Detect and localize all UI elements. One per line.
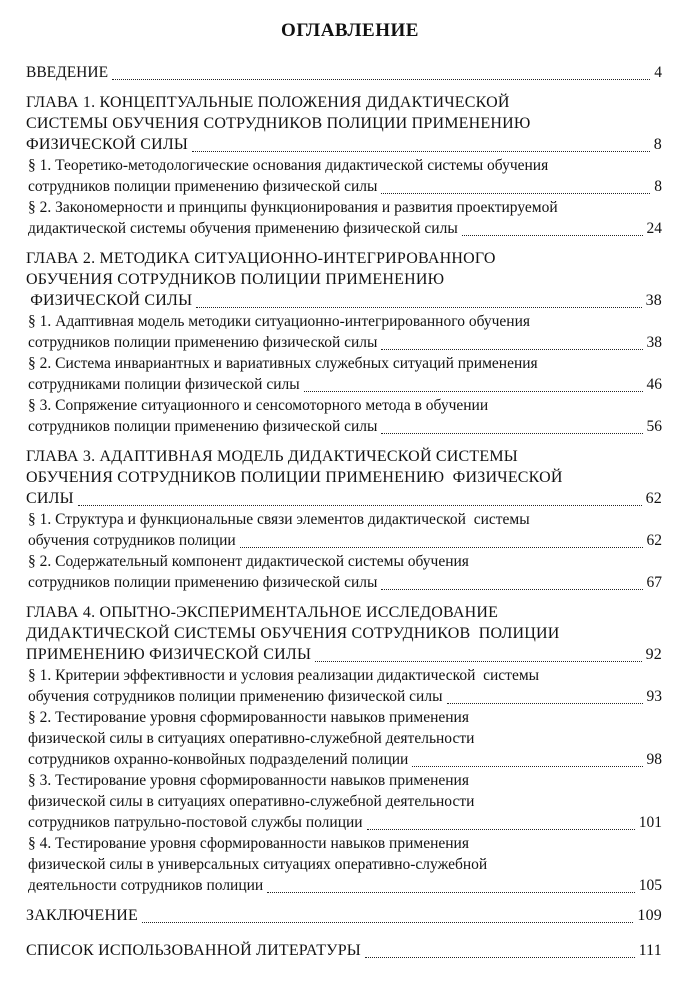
dot-leader — [367, 828, 635, 830]
toc-entry-ch4-section-4[interactable] — [26, 835, 662, 898]
dot-leader — [381, 588, 642, 590]
toc-page-number: 24 — [646, 220, 662, 237]
dot-leader — [381, 192, 650, 194]
toc-entry-text: СИСТЕМЫ ОБУЧЕНИЯ СОТРУДНИКОВ ПОЛИЦИИ ПРИМЕНЕНИЮ — [26, 115, 531, 132]
toc-page-number: 67 — [646, 574, 662, 591]
toc-page-number: 38 — [646, 334, 662, 351]
toc-entry-text: § 1. Теоретико-методологические основания дидактической системы обучения — [28, 157, 549, 174]
toc-page-number: 98 — [646, 751, 662, 768]
dot-leader — [112, 78, 650, 80]
toc-entry-text: ГЛАВА 4. ОПЫТНО-ЭКСПЕРИМЕНТАЛЬНОЕ ИССЛЕДОВАНИЕ — [26, 604, 499, 621]
toc-entry-text: сотрудников полиции применению физической силы — [28, 334, 378, 351]
toc-entry-text: ОБУЧЕНИЯ СОТРУДНИКОВ ПОЛИЦИИ ПРИМЕНЕНИЮ — [26, 271, 445, 288]
toc-page-number: 46 — [646, 376, 662, 393]
toc-entry-text: § 3. Сопряжение ситуационного и сенсомоторного метода в обучении — [28, 397, 489, 414]
dot-leader — [447, 702, 643, 704]
toc-page-number: 92 — [645, 646, 662, 663]
dot-leader — [315, 660, 641, 662]
toc-entry-conclusion[interactable] — [26, 907, 662, 928]
toc-entry-text: дидактической системы обучения применению физической силы — [28, 220, 458, 237]
dot-leader — [240, 546, 643, 548]
toc-entry-chapter-4[interactable] — [26, 604, 662, 667]
toc-entry-text: § 2. Система инвариантных и вариативных служебных ситуаций применения — [28, 355, 538, 372]
toc-entry-intro[interactable] — [26, 64, 662, 85]
toc-entry-ch2-section-1[interactable] — [26, 313, 662, 355]
toc-entry-text: сотрудников полиции применению физической силы — [28, 178, 378, 195]
dot-leader — [381, 432, 642, 434]
dot-leader — [196, 306, 641, 308]
toc-page-number: 101 — [638, 814, 662, 831]
toc-page-number: 105 — [638, 877, 662, 894]
toc-page-number: 8 — [654, 178, 662, 195]
dot-leader — [365, 956, 635, 958]
toc-page-number: 109 — [637, 907, 662, 924]
toc-entry-text: СПИСОК ИСПОЛЬЗОВАННОЙ ЛИТЕРАТУРЫ — [26, 942, 361, 959]
toc-entry-text: физической силы в универсальных ситуациях оперативно-служебной — [28, 856, 488, 873]
dot-leader — [304, 390, 643, 392]
toc-entry-text: § 2. Тестирование уровня сформированности навыков применения — [28, 709, 469, 726]
toc-entry-ch1-section-1[interactable] — [26, 157, 662, 199]
toc-entry-text: обучения сотрудников полиции — [28, 532, 236, 549]
toc-entry-chapter-2[interactable] — [26, 250, 662, 313]
toc-entry-ch3-section-2[interactable] — [26, 553, 662, 595]
toc-entry-text: § 1. Адаптивная модель методики ситуационно-интегрированного обучения — [28, 313, 531, 330]
toc-entry-text: сотрудниками полиции физической силы — [28, 376, 300, 393]
toc-page-number: 62 — [645, 490, 662, 507]
dot-leader — [462, 234, 643, 236]
toc-page-number: 4 — [654, 64, 662, 81]
toc-entry-text: ЗАКЛЮЧЕНИЕ — [26, 907, 138, 924]
toc-entry-text: § 2. Содержательный компонент дидактической системы обучения — [28, 553, 469, 570]
toc-entry-text: § 3. Тестирование уровня сформированности навыков применения — [28, 772, 469, 789]
toc-entry-text: сотрудников патрульно-постовой службы полиции — [28, 814, 363, 831]
toc-entry-text: физической силы в ситуациях оперативно-служебной деятельности — [28, 793, 475, 810]
toc-entry-text: деятельности сотрудников полиции — [28, 877, 264, 894]
toc-page-number: 56 — [646, 418, 662, 435]
toc-entry-text: ГЛАВА 3. АДАПТИВНАЯ МОДЕЛЬ ДИДАКТИЧЕСКОЙ СИСТЕМЫ — [26, 448, 518, 465]
toc-entry-text: § 4. Тестирование уровня сформированности навыков применения — [28, 835, 469, 852]
dot-leader — [267, 891, 635, 893]
table-of-contents — [26, 64, 662, 963]
toc-entry-ch4-section-1[interactable] — [26, 667, 662, 709]
toc-page-number: 93 — [646, 688, 662, 705]
dot-leader — [192, 150, 650, 152]
toc-entry-text: СИЛЫ — [26, 490, 74, 507]
toc-entry-ch2-section-2[interactable] — [26, 355, 662, 397]
dot-leader — [78, 504, 642, 506]
toc-page-number: 62 — [646, 532, 662, 549]
toc-entry-ch4-section-3[interactable] — [26, 772, 662, 835]
dot-leader — [412, 765, 642, 767]
toc-entry-text: ПРИМЕНЕНИЮ ФИЗИЧЕСКОЙ СИЛЫ — [26, 646, 312, 663]
toc-page-number: 8 — [653, 136, 662, 153]
toc-entry-text: сотрудников полиции применению физической силы — [28, 574, 378, 591]
dot-leader — [381, 348, 642, 350]
page-title: ОГЛАВЛЕНИЕ — [281, 20, 419, 41]
dot-leader — [142, 921, 633, 923]
toc-entry-ch3-section-1[interactable] — [26, 511, 662, 553]
toc-page-number: 38 — [645, 292, 662, 309]
toc-entry-text: сотрудников полиции применению физической силы — [28, 418, 378, 435]
toc-entry-text: § 1. Структура и функциональные связи элементов дидактической системы — [28, 511, 530, 528]
toc-entry-text: обучения сотрудников полиции применению физической силы — [28, 688, 443, 705]
toc-entry-text: ГЛАВА 1. КОНЦЕПТУАЛЬНЫЕ ПОЛОЖЕНИЯ ДИДАКТИЧЕСКОЙ — [26, 94, 510, 111]
toc-entry-chapter-1[interactable] — [26, 94, 662, 157]
toc-entry-text: ГЛАВА 2. МЕТОДИКА СИТУАЦИОННО-ИНТЕГРИРОВАННОГО — [26, 250, 496, 267]
toc-entry-text: § 1. Критерии эффективности и условия реализации дидактической системы — [28, 667, 540, 684]
toc-page-number: 111 — [638, 942, 662, 959]
toc-entry-ch4-section-2[interactable] — [26, 709, 662, 772]
toc-entry-text: ОБУЧЕНИЯ СОТРУДНИКОВ ПОЛИЦИИ ПРИМЕНЕНИЮ ФИЗИЧЕСКОЙ — [26, 469, 563, 486]
toc-entry-ch1-section-2[interactable] — [26, 199, 662, 241]
toc-entry-text: ФИЗИЧЕСКОЙ СИЛЫ — [26, 136, 189, 153]
toc-entry-text: § 2. Закономерности и принципы функционирования и развития проектируемой — [28, 199, 558, 216]
toc-entry-text: ДИДАКТИЧЕСКОЙ СИСТЕМЫ ОБУЧЕНИЯ СОТРУДНИКОВ ПОЛИЦИИ — [26, 625, 560, 642]
toc-entry-text: ВВЕДЕНИЕ — [26, 64, 109, 81]
toc-entry-chapter-3[interactable] — [26, 448, 662, 511]
toc-entry-references[interactable] — [26, 942, 662, 963]
toc-entry-text: сотрудников охранно-конвойных подразделений полиции — [28, 751, 409, 768]
toc-entry-ch2-section-3[interactable] — [26, 397, 662, 439]
toc-entry-text: ФИЗИЧЕСКОЙ СИЛЫ — [26, 292, 193, 309]
toc-entry-text: физической силы в ситуациях оперативно-служебной деятельности — [28, 730, 475, 747]
